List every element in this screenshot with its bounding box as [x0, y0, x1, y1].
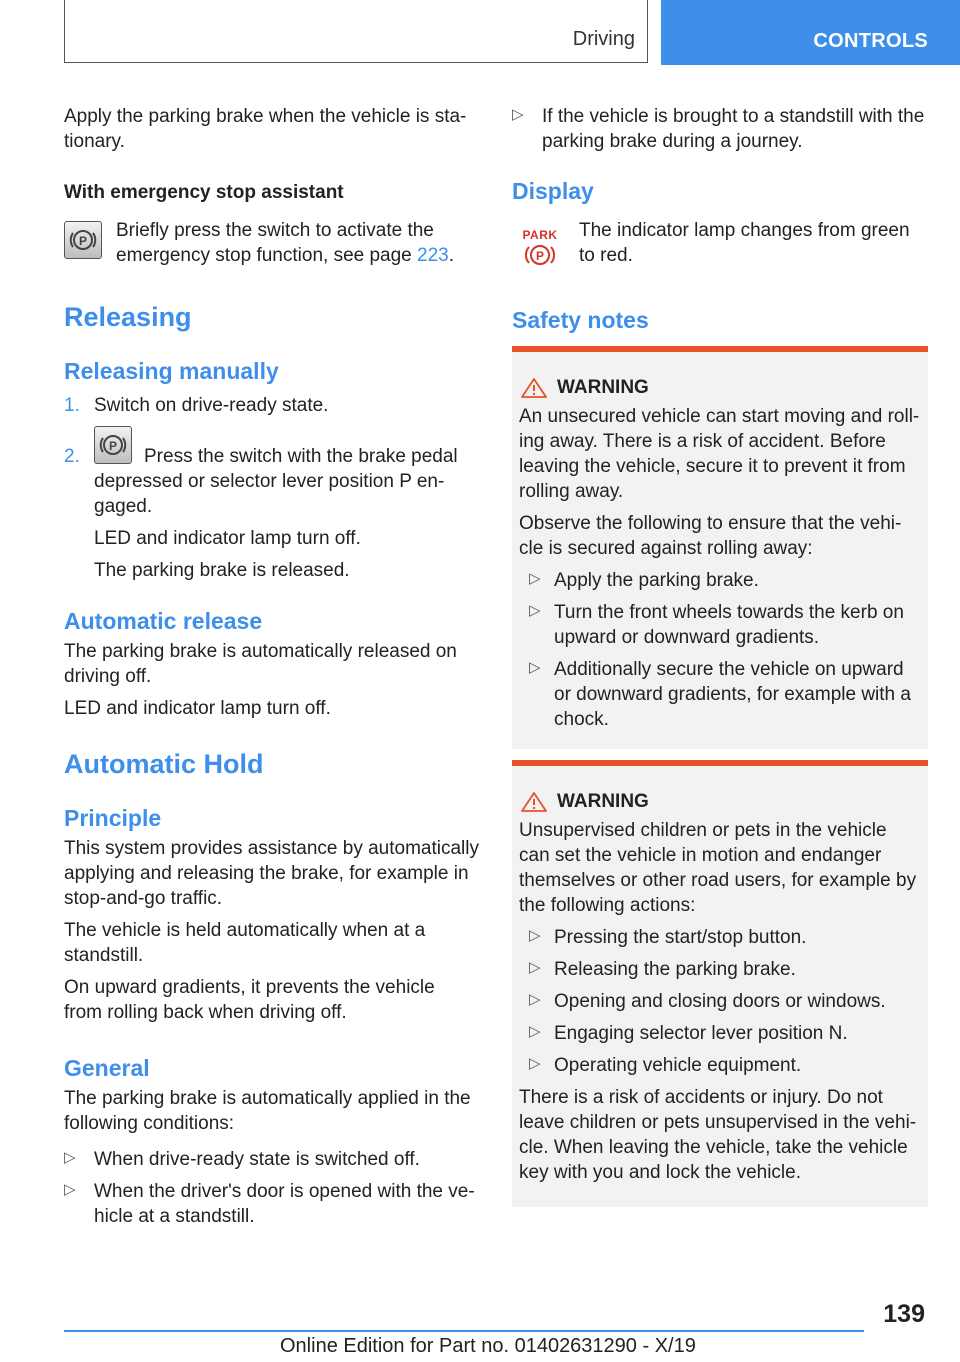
principle-line2: applying and releasing the brake, for example in	[64, 863, 469, 884]
warning-1-line1: An unsecured vehicle can start moving and roll-	[519, 406, 920, 427]
display-heading-wrap	[512, 178, 594, 205]
paragraph-apply-line2: tionary.	[64, 131, 125, 152]
automatic-hold-wrap	[64, 749, 264, 780]
triangle-bullet-icon: ▷	[64, 1149, 76, 1166]
header-chapter-tab	[661, 0, 960, 65]
park-label: PARK	[522, 228, 558, 242]
warning-box-1	[512, 346, 928, 749]
heading-general: General	[64, 1055, 150, 1081]
svg-text:P: P	[78, 234, 88, 248]
triangle-bullet-icon: ▷	[64, 1181, 76, 1198]
step-2-note2: The parking brake is released.	[94, 560, 350, 581]
warning-triangle-icon	[519, 376, 549, 400]
warning-1-line2: ing away. There is a risk of accident. Before	[519, 431, 886, 452]
warning-2-bullet-2-text: Releasing the parking brake.	[554, 959, 796, 980]
warning-2-bullet-4	[519, 1021, 921, 1046]
triangle-bullet-icon: ▷	[529, 659, 541, 676]
step-1-text: Switch on drive-ready state.	[94, 395, 329, 416]
emergency-stop-section	[64, 180, 484, 205]
triangle-bullet-icon: ▷	[529, 959, 541, 976]
warning-1-bullet-2-line1: Turn the front wheels towards the kerb on	[554, 602, 904, 623]
left-column	[64, 104, 484, 154]
right-bullet-1	[512, 104, 932, 154]
triangle-bullet-icon: ▷	[529, 570, 541, 587]
warning-1-line5: Observe the following to ensure that the vehi-	[519, 513, 902, 534]
warning-1-line4: rolling away.	[519, 481, 624, 502]
warning-2-title: WARNING	[557, 791, 649, 812]
warning-2-bullet-4-text: Engaging selector lever position N.	[554, 1023, 848, 1044]
general-bullet-2	[64, 1179, 484, 1229]
heading-releasing-manually: Releasing manually	[64, 358, 279, 384]
warning-2-line1: Unsupervised children or pets in the vehicle	[519, 820, 887, 841]
header-section-box	[64, 0, 648, 63]
principle-section	[64, 805, 489, 1025]
warning-2-bullet-5-text: Operating vehicle equipment.	[554, 1055, 802, 1076]
step-2-number: 2.	[64, 446, 80, 467]
step-2-rest	[94, 469, 484, 583]
heading-display: Display	[512, 178, 594, 204]
warning-1-header	[519, 376, 921, 400]
warning-1-bullet-2	[519, 600, 921, 650]
step-1-number: 1.	[64, 395, 80, 416]
auto-release-line3: LED and indicator lamp turn off.	[64, 698, 331, 719]
warning-1-line6: cle is secured against rolling away:	[519, 538, 813, 559]
emergency-line1: Briefly press the switch to activate the	[116, 220, 434, 241]
warning-2-line5: There is a risk of accidents or injury. Do not	[519, 1087, 883, 1108]
warning-1-line3: leaving the vehicle, secure it to prevent it from	[519, 456, 906, 477]
general-bullet-1-text: When drive-ready state is switched off.	[94, 1149, 420, 1170]
warning-2-bullet-1-text: Pressing the start/stop button.	[554, 927, 807, 948]
svg-text:P: P	[108, 439, 118, 453]
park-indicator-icon	[518, 228, 562, 268]
safety-notes-wrap	[512, 307, 649, 334]
heading-automatic-release: Automatic release	[64, 608, 263, 634]
warning-2-line8: key with you and lock the vehicle.	[519, 1162, 801, 1183]
warning-1-bullet-1-text: Apply the parking brake.	[554, 570, 759, 591]
header-chapter-title: CONTROLS	[813, 30, 928, 52]
auto-release-line1: The parking brake is automatically released on	[64, 641, 457, 662]
display-text	[579, 218, 929, 268]
warning-1-bullet-3	[519, 657, 921, 732]
emergency-text	[116, 218, 476, 268]
header-section-title: Driving	[572, 28, 635, 50]
auto-release-line2: driving off.	[64, 666, 152, 687]
right-bullet-1-line2: parking brake during a journey.	[542, 131, 803, 152]
warning-2-bullet-5	[519, 1053, 921, 1078]
warning-1-bullet-3-line1: Additionally secure the vehicle on upward	[554, 659, 904, 680]
triangle-bullet-icon: ▷	[529, 1023, 541, 1040]
warning-2-bullet-3-text: Opening and closing doors or windows.	[554, 991, 886, 1012]
warning-2-bullet-2	[519, 957, 921, 982]
step-2-note1: LED and indicator lamp turn off.	[94, 528, 361, 549]
heading-releasing: Releasing	[64, 302, 192, 332]
parking-brake-switch-icon	[64, 221, 102, 259]
step-2-line3: gaged.	[94, 496, 153, 517]
warning-2-line7: cle. When leaving the vehicle, take the vehicle	[519, 1137, 908, 1158]
releasing-manually-wrap	[64, 358, 279, 385]
triangle-bullet-icon: ▷	[529, 927, 541, 944]
step-1	[64, 393, 484, 418]
general-bullet-2-line1: When the driver's door is opened with the ve-	[94, 1181, 475, 1202]
footer-divider	[64, 1330, 864, 1332]
step-2-line1: Press the switch with the brake pedal	[144, 446, 458, 467]
triangle-bullet-icon: ▷	[512, 106, 524, 123]
warning-2-line4: the following actions:	[519, 895, 696, 916]
heading-safety-notes: Safety notes	[512, 307, 649, 333]
page-link-223[interactable]: 223	[417, 245, 449, 266]
step-2-line1-wrap	[144, 444, 484, 469]
emergency-line2: emergency stop function, see page	[116, 245, 418, 266]
general-bullet-2-line2: hicle at a standstill.	[94, 1206, 255, 1227]
emergency-period: .	[448, 245, 455, 266]
warning-triangle-icon	[519, 790, 549, 814]
principle-line4: The vehicle is held automatically when at a	[64, 920, 426, 941]
parking-brake-switch-icon-2	[94, 426, 132, 464]
general-section	[64, 1055, 489, 1136]
triangle-bullet-icon: ▷	[529, 991, 541, 1008]
warning-2-line2: can set the vehicle in motion and endanger	[519, 845, 882, 866]
warning-1-bullet-3-line3: chock.	[554, 709, 609, 730]
warning-2-bullet-3	[519, 989, 921, 1014]
heading-principle: Principle	[64, 805, 162, 831]
display-line1: The indicator lamp changes from green	[579, 220, 910, 241]
principle-line1: This system provides assistance by automatically	[64, 838, 479, 859]
general-line2: following conditions:	[64, 1113, 235, 1134]
footer-edition: Online Edition for Part no. 01402631290 - X/19	[280, 1335, 696, 1357]
warning-1-title: WARNING	[557, 377, 649, 398]
warning-1-bullet-2-line2: upward or downward gradients.	[554, 627, 820, 648]
principle-line7: from rolling back when driving off.	[64, 1002, 347, 1023]
principle-line5: standstill.	[64, 945, 144, 966]
svg-text:P: P	[535, 249, 545, 263]
display-line2: to red.	[579, 245, 633, 266]
warning-box-2	[512, 760, 928, 1207]
principle-line3: stop-and-go traffic.	[64, 888, 223, 909]
heading-automatic-hold: Automatic Hold	[64, 749, 264, 779]
general-line1: The parking brake is automatically applied in the	[64, 1088, 471, 1109]
warning-1-bullet-3-line2: or downward gradients, for example with a	[554, 684, 911, 705]
emergency-heading: With emergency stop assistant	[64, 182, 344, 203]
general-bullet-1	[64, 1147, 484, 1172]
releasing-heading-wrap	[64, 302, 192, 333]
principle-line6: On upward gradients, it prevents the vehicle	[64, 977, 435, 998]
triangle-bullet-icon: ▷	[529, 602, 541, 619]
auto-release-section	[64, 608, 484, 721]
warning-2-line6: leave children or pets unsupervised in the vehi-	[519, 1112, 917, 1133]
step-2-line2: depressed or selector lever position P en-	[94, 471, 445, 492]
triangle-bullet-icon: ▷	[529, 1055, 541, 1072]
warning-2-header	[519, 790, 921, 814]
right-bullet-1-line1: If the vehicle is brought to a standstill with the	[542, 106, 925, 127]
paragraph-apply-line1: Apply the parking brake when the vehicle is sta-	[64, 106, 467, 127]
warning-2-bullet-1	[519, 925, 921, 950]
warning-1-bullet-1	[519, 568, 921, 593]
page-number: 139	[883, 1300, 925, 1328]
warning-2-line3: themselves or other road users, for example by	[519, 870, 917, 891]
